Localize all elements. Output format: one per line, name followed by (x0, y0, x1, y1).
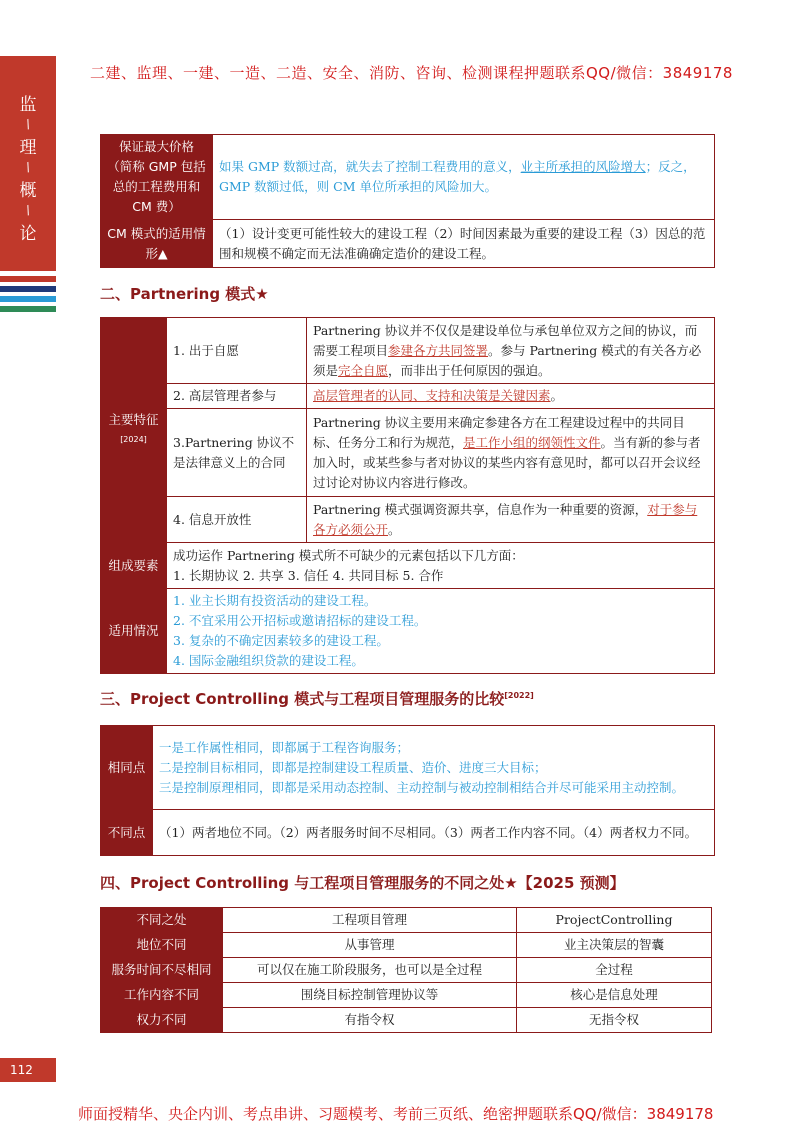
table-row: 服务时间不尽相同 可以仅在施工阶段服务，也可以是全过程 全过程 (101, 958, 712, 983)
page-number: 112 (0, 1058, 56, 1082)
apply-label: 适用情况 (101, 589, 167, 674)
gmp-label: 保证最大价格（简称 GMP 包括总的工程费用和 CM 费） (101, 135, 213, 220)
list-item: 一是工作属性相同，即都属于工程咨询服务； (159, 739, 410, 755)
footer-banner: 师面授精华、央企内训、考点串讲、习题模考、考前三页纸、绝密押题联系QQ/微信：3849178 (78, 1105, 714, 1123)
list-item: 4. 国际金融组织贷款的建设工程。 (173, 653, 364, 668)
feature-text: Partnering 协议并不仅仅是建设单位与承包单位双方之间的协议，而需要工程项目参建各方共同签署。参与 Partnering 模式的有关各方必须是完全自愿，而非出于任何原因的强迫。 (307, 318, 715, 384)
section2-title: 二、Partnering 模式★ (100, 285, 269, 303)
table-row: 工作内容不同 围绕目标控制管理协议等 核心是信息处理 (101, 983, 712, 1008)
list-item: 三是控制原理相同，即都是采用动态控制、主动控制与被动控制相结合并尽可能采用主动控制。 (159, 779, 685, 795)
elements-text: 成功运作 Partnering 模式所不可缺少的元素包括以下几方面： 1. 长期协议 2. 共享 3. 信任 4. 共同目标 5. 合作 (167, 543, 715, 589)
side-tab-char: 理 (19, 138, 37, 158)
decorative-stripes (0, 276, 56, 316)
table-row: 权力不同 有指令权 无指令权 (101, 1008, 712, 1033)
list-item: 3. 复杂的不确定因素较多的建设工程。 (173, 633, 389, 648)
same-list (153, 726, 715, 810)
feature-name: 1. 出于自愿 (167, 318, 307, 384)
table-row: 地位不同 从事管理 业主决策层的智囊 (101, 933, 712, 958)
feature-text: 高层管理者的认同、支持和决策是关键因素。 (307, 384, 715, 409)
difference-table (100, 907, 712, 1033)
same-label: 相同点 (101, 726, 153, 810)
partnering-table (100, 317, 715, 674)
header-banner: 二建、监理、一建、一造、二造、安全、消防、咨询、检测课程押题联系QQ/微信：3849178 (90, 64, 733, 82)
list-item: 二是控制目标相同，即都是控制建设工程质量、造价、进度三大目标； (159, 759, 547, 775)
gmp-table (100, 134, 715, 268)
side-tab (0, 56, 56, 271)
side-tab-sep: / (23, 116, 33, 132)
section4-title: 四、Project Controlling 与工程项目管理服务的不同之处★【2025 预测】 (100, 874, 625, 892)
side-tab-sep: / (23, 159, 33, 175)
diff-text: （1）两者地位不同。（2）两者服务时间不尽相同。（3）两者工作内容不同。（4）两者权力不同。 (153, 810, 715, 856)
year-tag: [2022] (504, 691, 534, 700)
feature-name: 2. 高层管理者参与 (167, 384, 307, 409)
side-tab-char: 概 (19, 181, 37, 201)
section3-title: 三、Project Controlling 模式与工程项目管理服务的比较[2022] (100, 690, 534, 708)
table-header: 工程项目管理 (223, 908, 517, 933)
table-header: ProjectControlling (517, 908, 712, 933)
side-tab-sep: / (23, 202, 33, 218)
feature-text: Partnering 协议主要用来确定参建各方在工程建设过程中的共同目标、任务分工和行为规范，是工作小组的纲领性文件。当有新的参与者加入时，或某些参与者对协议的某些内容有意见时，都可以召开会议经过讨论对协议内容进行修改。 (307, 409, 715, 497)
feature-text: Partnering 模式强调资源共享，信息作为一种重要的资源，对于参与各方必须公开。 (307, 497, 715, 543)
feature-name: 3.Partnering 协议不是法律意义上的合同 (167, 409, 307, 497)
side-tab-char: 监 (19, 95, 37, 115)
side-tab-char: 论 (19, 224, 37, 244)
list-item: 2. 不宜采用公开招标或邀请招标的建设工程。 (173, 613, 427, 628)
feature-name: 4. 信息开放性 (167, 497, 307, 543)
apply-list (167, 589, 715, 674)
year-tag: [2024] (120, 435, 147, 444)
table-header: 不同之处 (101, 908, 223, 933)
cm-text: （1）设计变更可能性较大的建设工程（2）时间因素最为重要的建设工程（3）因总的范围和规模不确定而无法准确确定造价的建设工程。 (213, 220, 715, 268)
diff-label: 不同点 (101, 810, 153, 856)
comparison-table (100, 725, 715, 856)
gmp-text: 如果 GMP 数额过高，就失去了控制工程费用的意义，业主所承担的风险增大；反之，GMP 数额过低，则 CM 单位所承担的风险加大。 (213, 135, 715, 220)
list-item: 1. 业主长期有投资活动的建设工程。 (173, 593, 377, 608)
elements-label: 组成要素 (101, 543, 167, 589)
cm-label: CM 模式的适用情形▲ (101, 220, 213, 268)
main-features-label: 主要特征 [2024] (101, 318, 167, 543)
